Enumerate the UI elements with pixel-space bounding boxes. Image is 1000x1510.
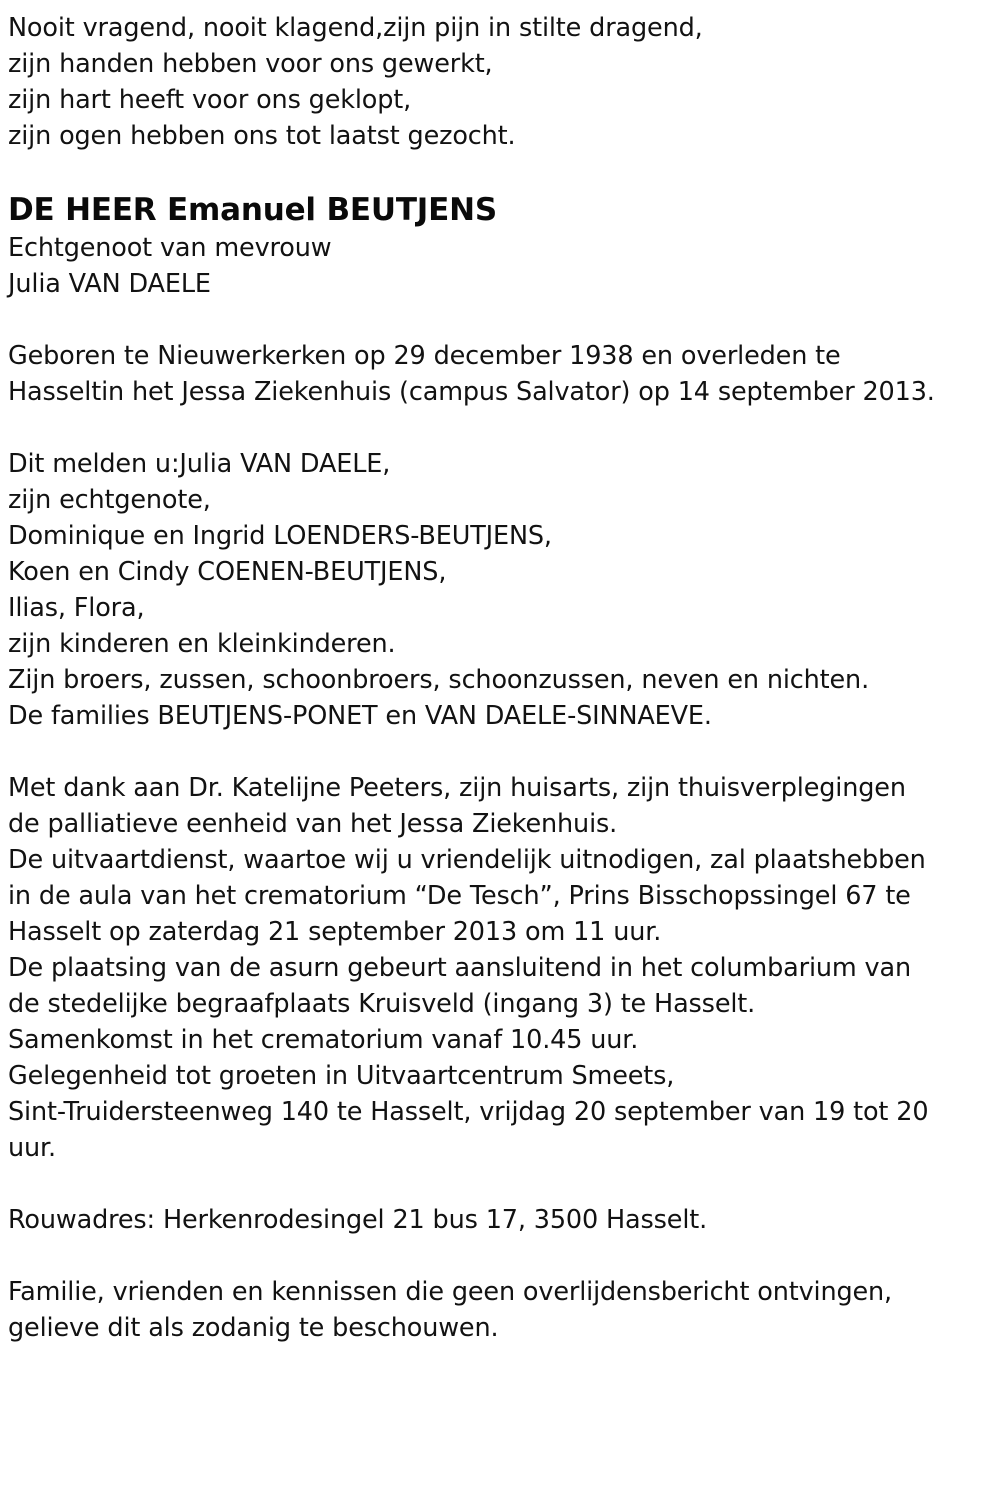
service-line: De plaatsing van de asurn gebeurt aansluitend in het columbarium van — [8, 953, 911, 983]
service-line: Hasselt op zaterdag 21 september 2013 om 11 uur. — [8, 917, 662, 947]
deceased-name-heading: DE HEER Emanuel BEUTJENS — [8, 192, 497, 228]
poem-line: zijn hart heeft voor ons geklopt, — [8, 85, 412, 115]
survivor-line: Ilias, Flora, — [8, 593, 145, 623]
survivor-line: zijn kinderen en kleinkinderen. — [8, 629, 396, 659]
birth-death-line: Geboren te Nieuwerkerken op 29 december 1938 en overleden te — [8, 341, 841, 371]
service-line: de palliatieve eenheid van het Jessa Ziekenhuis. — [8, 809, 618, 839]
thanks-and-service-block — [8, 770, 992, 1166]
closing-note-line: Familie, vrienden en kennissen die geen overlijdensbericht ontvingen, — [8, 1277, 892, 1307]
block-spacer — [8, 734, 992, 770]
mourning-address-line: Rouwadres: Herkenrodesingel 21 bus 17, 3500 Hasselt. — [8, 1205, 708, 1235]
block-spacer — [8, 1166, 992, 1202]
service-line: de stedelijke begraafplaats Kruisveld (ingang 3) te Hasselt. — [8, 989, 756, 1019]
block-spacer — [8, 1238, 992, 1274]
survivor-line: Dominique en Ingrid LOENDERS-BEUTJENS, — [8, 521, 552, 551]
block-spacer — [8, 410, 992, 446]
poem-line: Nooit vragend, nooit klagend,zijn pijn in stilte dragend, — [8, 13, 703, 43]
survivor-line: Zijn broers, zussen, schoonbroers, schoonzussen, neven en nichten. — [8, 665, 870, 695]
survivors-block — [8, 446, 992, 734]
service-line: Samenkomst in het crematorium vanaf 10.45 uur. — [8, 1025, 639, 1055]
poem-line: zijn ogen hebben ons tot laatst gezocht. — [8, 121, 516, 151]
survivor-line: zijn echtgenote, — [8, 485, 211, 515]
survivor-line: De families BEUTJENS-PONET en VAN DAELE-SINNAEVE. — [8, 701, 712, 731]
service-line: in de aula van het crematorium “De Tesch”, Prins Bisschopssingel 67 te — [8, 881, 911, 911]
service-line: De uitvaartdienst, waartoe wij u vriendelijk uitnodigen, zal plaatshebben — [8, 845, 926, 875]
survivor-line: Koen en Cindy COENEN-BEUTJENS, — [8, 557, 447, 587]
survivor-line: Dit melden u:Julia VAN DAELE, — [8, 449, 391, 479]
service-line: uur. — [8, 1133, 56, 1163]
closing-note-line: gelieve dit als zodanig te beschouwen. — [8, 1313, 499, 1343]
poem-line: zijn handen hebben voor ons gewerkt, — [8, 49, 493, 79]
spouse-name-line: Julia VAN DAELE — [8, 269, 211, 299]
mourning-address-block — [8, 1202, 992, 1238]
closing-note-block — [8, 1274, 992, 1346]
block-spacer — [8, 154, 992, 190]
service-line: Met dank aan Dr. Katelijne Peeters, zijn huisarts, zijn thuisverplegingen — [8, 773, 906, 803]
poem-block — [8, 10, 992, 154]
service-line: Gelegenheid tot groeten in Uitvaartcentrum Smeets, — [8, 1061, 675, 1091]
deceased-block — [8, 190, 992, 302]
spouse-relation-line: Echtgenoot van mevrouw — [8, 233, 332, 263]
block-spacer — [8, 302, 992, 338]
birth-death-block — [8, 338, 992, 410]
birth-death-line: Hasseltin het Jessa Ziekenhuis (campus Salvator) op 14 september 2013. — [8, 377, 935, 407]
service-line: Sint-Truidersteenweg 140 te Hasselt, vrijdag 20 september van 19 tot 20 — [8, 1097, 929, 1127]
